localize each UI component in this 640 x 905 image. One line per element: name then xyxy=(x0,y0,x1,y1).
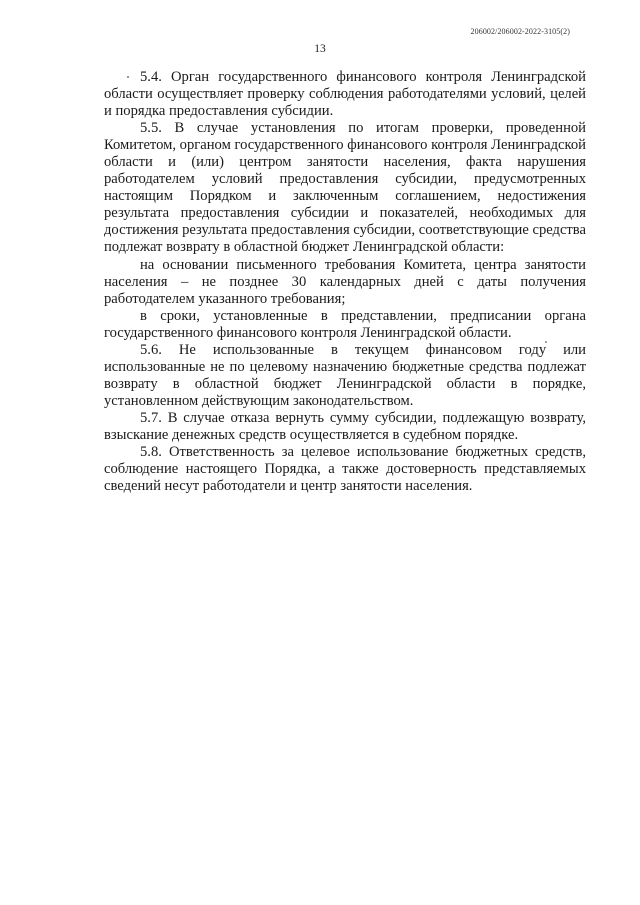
document-id: 206002/206002-2022-3105(2) xyxy=(470,27,570,36)
paragraph-5-5: 5.5. В случае установления по итогам проверки, проведенной Комитетом, органом государственного финансового контроля Ленинградской области и (или) центром занятости населения, факта нарушения работодателем условий предоставления субсидии, предусмотренных настоящим Порядком и заключенным соглашением, недостижения результата предоставления субсидии и показателей, необходимых для достижения результата предоставления субсидии, соответствующие средства подлежат возврату в областной бюджет Ленинградской области: xyxy=(104,120,586,256)
paragraph-5-7: 5.7. В случае отказа вернуть сумму субсидии, подлежащую возврату, взыскание денежных средств осуществляется в судебном порядке. xyxy=(104,409,586,443)
page-number: 13 xyxy=(314,43,326,55)
paragraph-5-8: 5.8. Ответственность за целевое использование бюджетных средств, соблюдение настоящего Порядка, а также достоверность представляемых сведений несут работодатели и центр занятости населения. xyxy=(104,444,586,495)
document-body xyxy=(104,69,586,495)
paragraph-5-4: 5.4. Орган государственного финансового контроля Ленинградской области осуществляет проверку соблюдения работодателями условий, целей и порядка предоставления субсидии. xyxy=(104,69,586,120)
paragraph-5-5-item-written-request: на основании письменного требования Комитета, центра занятости населения – не позднее 30 календарных дней с даты получения работодателем указанного требования; xyxy=(104,256,586,307)
paragraph-5-6: 5.6. Не использованные в текущем финансовом году или использованные не по целевому назначению бюджетные средства подлежат возврату в областной бюджет Ленинградской области в порядке, установленном действующим законодательством. xyxy=(104,341,586,409)
paragraph-5-5-item-control-deadlines: в сроки, установленные в представлении, предписании органа государственного финансового контроля Ленинградской области. xyxy=(104,307,586,341)
